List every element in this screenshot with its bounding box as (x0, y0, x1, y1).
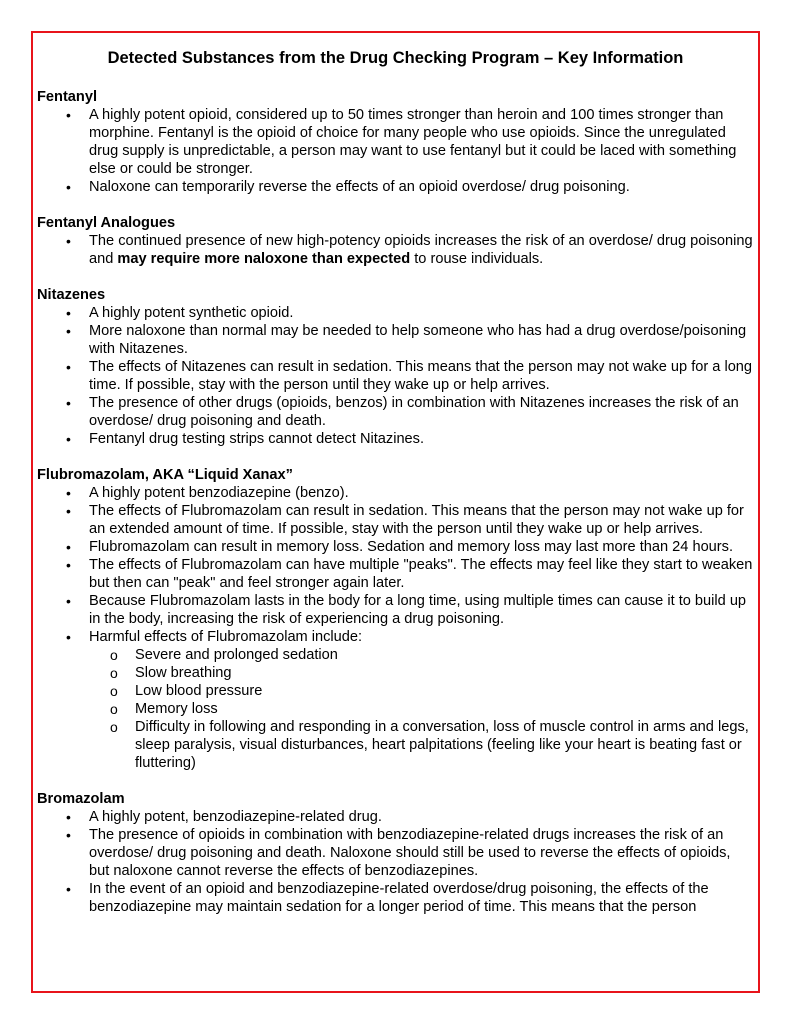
sub-list (89, 646, 754, 772)
list-item: • Because Flubromazolam lasts in the body for a long time, using multiple times can cause it to build up in the body, increasing the risk of experiencing a drug poisoning. (37, 592, 754, 628)
emphasis-text: may require more naloxone than expected (117, 251, 411, 267)
list-item: • Flubromazolam can result in memory loss. Sedation and memory loss may last more than 24 hours. (37, 538, 754, 556)
section-heading: Flubromazolam, AKA “Liquid Xanax” (37, 467, 293, 483)
list-item-text: to rouse individuals. (410, 251, 544, 267)
list-item: • In the event of an opioid and benzodiazepine-related overdose/drug poisoning, the effects of the benzodiazepine may maintain sedation for a longer period of time. This means that the person (37, 880, 754, 916)
bullet-list (37, 808, 754, 916)
document-border (31, 31, 760, 993)
list-item: • The presence of other drugs (opioids, benzos) in combination with Nitazenes increases the risk of an overdose/ drug poisoning and death. (37, 394, 754, 430)
list-item: • The presence of opioids in combination with benzodiazepine-related drugs increases the risk of an overdose/ drug poisoning and death. Naloxone should still be used to reverse the effects of opioids, but naloxone cannot reverse the effects of benzodiazepines. (37, 826, 754, 880)
sub-list-item: o Difficulty in following and responding in a conversation, loss of muscle control in arms and legs, sleep paralysis, visual disturbances, heart palpitations (feeling like your heart is beating fast or fluttering) (89, 718, 754, 772)
sub-list-item: o Memory loss (89, 700, 754, 718)
section-fentanyl-analogues (37, 214, 754, 268)
document-body (37, 88, 754, 934)
sub-list-item: o Severe and prolonged sedation (89, 646, 754, 664)
list-item: • Naloxone can temporarily reverse the effects of an opioid overdose/ drug poisoning. (37, 178, 754, 196)
section-heading: Nitazenes (37, 287, 106, 303)
section-heading: Fentanyl (37, 89, 98, 105)
sub-list-item: o Low blood pressure (89, 682, 754, 700)
list-item: • The effects of Nitazenes can result in sedation. This means that the person may not wake up for a long time. If possible, stay with the person until they wake up or help arrives. (37, 358, 754, 394)
bullet-list (37, 484, 754, 772)
list-item: • The effects of Flubromazolam can result in sedation. This means that the person may not wake up for an extended amount of time. If possible, stay with the person until they wake up or help arrives. (37, 502, 754, 538)
list-item: • More naloxone than normal may be needed to help someone who has had a drug overdose/poisoning with Nitazenes. (37, 322, 754, 358)
list-item: • Fentanyl drug testing strips cannot detect Nitazines. (37, 430, 754, 448)
list-item-text: Harmful effects of Flubromazolam include: (89, 629, 363, 645)
list-item: • A highly potent, benzodiazepine-related drug. (37, 808, 754, 826)
list-item (37, 628, 754, 772)
sub-list-item: o Slow breathing (89, 664, 754, 682)
list-item: • The effects of Flubromazolam can have multiple "peaks". The effects may feel like they start to weaken but then can "peak" and feel stronger again later. (37, 556, 754, 592)
bullet-list (37, 232, 754, 268)
section-bromazolam (37, 790, 754, 916)
section-fentanyl (37, 88, 754, 196)
list-item: • A highly potent opioid, considered up to 50 times stronger than heroin and 100 times stronger than morphine. Fentanyl is the opioid of choice for many people who use opioids. Since the unregulated drug supply is unpredictable, a person may want to use fentanyl but it could be laced with something else or could be stronger. (37, 106, 754, 178)
list-item (37, 232, 754, 268)
list-item-text: The continued presence of new high-potency opioids increases the risk of an overdose/ drug poisoning and (89, 233, 753, 267)
bullet-list (37, 106, 754, 196)
list-item: • A highly potent benzodiazepine (benzo). (37, 484, 754, 502)
section-flubromazolam (37, 466, 754, 772)
bullet-list (37, 304, 754, 448)
section-heading: Bromazolam (37, 791, 125, 807)
list-item: • A highly potent synthetic opioid. (37, 304, 754, 322)
page-title: Detected Substances from the Drug Checking Program – Key Information (107, 49, 684, 67)
section-nitazenes (37, 286, 754, 448)
section-heading: Fentanyl Analogues (37, 215, 176, 231)
